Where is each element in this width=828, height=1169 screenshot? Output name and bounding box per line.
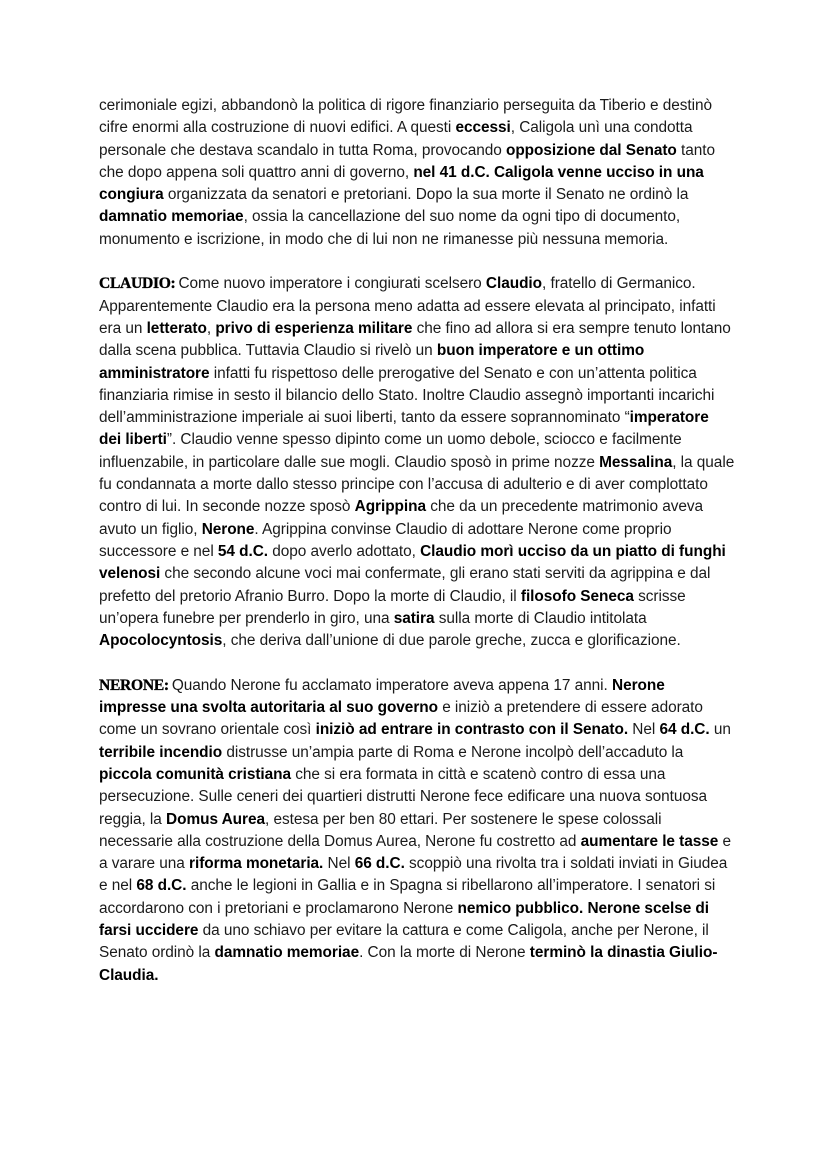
body-text: Come nuovo imperatore i congiurati scelsero: [178, 275, 486, 293]
bold-text: 54 d.C.: [217, 542, 269, 560]
paragraph: [99, 273, 735, 652]
bold-text: nel 41 d.C. Caligola venne ucciso in una congiura: [99, 163, 704, 204]
bold-text: piccola comunità cristiana: [99, 765, 292, 783]
bold-text: nemico pubblico.: [457, 899, 584, 917]
bold-text: Claudio morì ucciso da un piatto di funghi velenosi: [99, 542, 726, 583]
bold-text: 64 d.C.: [659, 721, 710, 739]
paragraph: [99, 95, 735, 251]
bold-text: imperatore dei liberti: [99, 409, 709, 449]
bold-text: Nerone scelse di farsi uccidere: [99, 899, 710, 939]
body-text: anche le legioni in Gallia e in Spagna si ribellarono all’imperatore. I senatori si accordarono con i pretoriani e proclamarono Nerone: [99, 877, 716, 917]
body-text: da uno schiavo per evitare la cattura e come Caligola, anche per Nerone, il Senato ordinò la: [99, 921, 709, 962]
body-text: . Con la morte di Nerone: [359, 944, 530, 962]
body-text: , la quale fu condannata a morte dallo stesso principe con l’accusa di adulterio e di aver complottato contro di lui. In seconde nozze sposò: [99, 453, 735, 516]
body-text: , Caligola unì una condotta personale che destava scandalo in tutta Roma, provocando: [99, 119, 693, 159]
bold-text: riforma monetaria.: [189, 855, 324, 873]
bold-text: 66 d.C.: [354, 855, 405, 873]
body-text: un: [709, 721, 731, 739]
bold-text: Nerone: [201, 520, 255, 538]
body-text: , che deriva dall’unione di due parole greche, zucca e glorificazione.: [222, 632, 681, 650]
body-text: che secondo alcune voci mai confermate, gli erano stati serviti da agrippina e dal prefetto del pretorio Afranio Burro. Dopo la morte di Claudio, il: [99, 565, 711, 605]
bold-text: damnatio memoriae: [214, 944, 360, 962]
body-text: , ossia la cancellazione del suo nome da ogni tipo di documento, monumento e iscrizione, in modo che di lui non ne rimanesse più nessuna memoria.: [99, 208, 681, 248]
body-text: e iniziò a pretendere di essere adorato come un sovrano orientale così: [99, 699, 703, 739]
bold-text: eccessi: [455, 119, 511, 137]
bold-text: buon imperatore e un ottimo amministratore: [99, 342, 645, 382]
section-heading: NERONE:: [99, 676, 169, 694]
body-text: sulla morte di Claudio intitolata: [434, 609, 647, 627]
bold-text: terribile incendio: [99, 743, 223, 761]
bold-text: filosofo Seneca: [520, 587, 634, 605]
document-body: [99, 95, 735, 987]
bold-text: opposizione dal Senato: [505, 141, 677, 159]
body-text: organizzata da senatori e pretoriani. Dopo la sua morte il Senato ne ordinò la: [163, 186, 689, 204]
body-text: , fratello di Germanico. Apparentemente Claudio era la persona meno adatta ad essere elevata al principato, infatti era un: [99, 275, 716, 337]
body-text: che da un precedente matrimonio aveva avuto un figlio,: [99, 498, 704, 538]
bold-text: Apocolocyntosis: [99, 632, 223, 650]
section-heading: CLAUDIO:: [99, 275, 176, 293]
body-text: ,: [206, 319, 216, 337]
bold-text: 68 d.C.: [136, 877, 187, 895]
body-text: Nel: [323, 855, 355, 873]
body-text: Nel: [628, 721, 660, 739]
body-text: Quando Nerone fu acclamato imperatore aveva appena 17 anni.: [171, 676, 613, 694]
body-text: . Agrippina convinse Claudio di adottare Nerone come proprio successore e nel: [99, 520, 672, 560]
bold-text: aumentare le tasse: [580, 832, 719, 850]
body-text: infatti fu rispettoso delle prerogative del Senato e con un’attenta politica finanziaria rimise in sesto il bilancio dello Stato. Inoltre Claudio assegnò importanti incarichi dell’amministrazione imperiale ai suoi liberti, tanto da essere soprannominato “: [99, 364, 715, 427]
bold-text: damnatio memoriae: [99, 208, 244, 226]
bold-text: Messalina: [599, 453, 673, 471]
body-text: dopo averlo adottato,: [268, 542, 421, 560]
body-text: ”. Claudio venne spesso dipinto come un uomo debole, sciocco e facilmente influenzabile, in particolare dalle sue mogli. Claudio sposò in prime nozze: [99, 431, 682, 471]
body-text: scoppiò una rivolta tra i soldati inviati in Giudea e nel: [99, 855, 728, 895]
bold-text: Agrippina: [354, 498, 426, 516]
body-text: , estesa per ben 80 ettari. Per sostenere le spese colossali necessarie alla costruzione della Domus Aurea, Nerone fu costretto ad: [99, 810, 662, 850]
bold-text: letterato: [146, 319, 207, 337]
bold-text: satira: [393, 609, 435, 627]
body-text: che fino ad allora si era sempre tenuto lontano dalla scena pubblica. Tuttavia Claudio si rivelò un: [99, 319, 731, 360]
body-text: scrisse un’opera funebre per prenderlo in giro, una: [99, 587, 686, 627]
body-text: che si era formata in città e scatenò contro di essa una persecuzione. Sulle ceneri dei quartieri distrutti Nerone fece edificare una nuova sontuosa reggia, la: [99, 765, 708, 828]
bold-text: terminò la dinastia Giulio-Claudia.: [99, 944, 718, 984]
bold-text: privo di esperienza militare: [215, 319, 413, 337]
body-text: distrusse un’ampia parte di Roma e Nerone incolpò dell’accaduto la: [222, 743, 684, 761]
body-text: tanto che dopo appena soli quattro anni di governo,: [99, 141, 715, 181]
body-text: cerimoniale egizi, abbandonò la politica di rigore finanziario perseguita da Tiberio e destinò cifre enormi alla costruzione di nuovi edifici. A questi: [99, 97, 713, 137]
bold-text: Claudio: [485, 275, 543, 293]
body-text: e a varare una: [99, 832, 732, 873]
bold-text: iniziò ad entrare in contrasto con il Senato.: [315, 721, 629, 739]
paragraph: [99, 675, 735, 987]
bold-text: Nerone impresse una svolta autoritaria al suo governo: [99, 676, 665, 717]
bold-text: Domus Aurea: [166, 810, 265, 828]
